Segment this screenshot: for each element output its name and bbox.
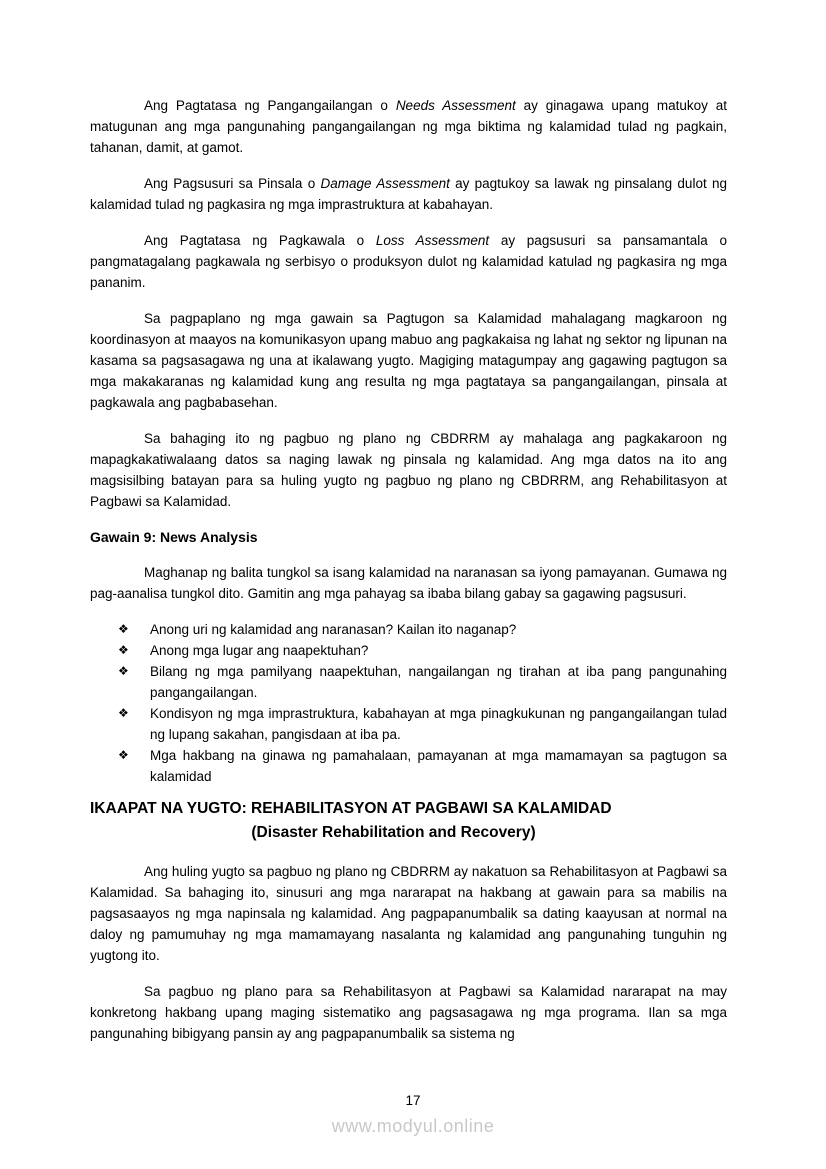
list-item-text: Anong uri ng kalamidad ang naranasan? Kailan ito naganap? <box>150 622 517 637</box>
text-segment: Ang Pagsusuri sa Pinsala o <box>144 176 321 191</box>
list-item <box>90 703 727 745</box>
list-item-text: Kondisyon ng mga imprastruktura, kabahayan at mga pinagkukunan ng pangangailangan tulad ng lupang sakahan, pangisdaan at iba pa. <box>150 706 727 742</box>
italic-term: Damage Assessment <box>320 176 450 191</box>
paragraph <box>90 981 727 1044</box>
diamond-bullet-icon: ❖ <box>118 664 129 678</box>
section-heading-line1: IKAAPAT NA YUGTO: REHABILITASYON AT PAGBAWI SA KALAMIDAD <box>90 800 612 817</box>
bullet-list <box>90 619 727 787</box>
text-segment: Ang huling yugto sa pagbuo ng plano ng CBDRRM ay nakatuon sa Rehabilitasyon at Pagbawi sa Kalamidad. Sa bahaging ito, sinusuri ang mga nararapat na hakbang at gawain para sa mabilis na pagsasaayos ng mga napinsala ng kalamidad. Ang pagpapanumbalik sa dating kaayusan at normal na daloy ng pamumuhay ng mga mamamayang nasalanta ng kalamidad ang pangunahing tunguhin ng yugtong ito. <box>90 864 727 963</box>
text-segment: Ang Pagtatasa ng Pangangailangan o <box>144 98 396 113</box>
page-number: 17 <box>405 1093 421 1108</box>
section-heading <box>90 797 727 845</box>
paragraph <box>90 428 727 512</box>
paragraph <box>90 308 727 413</box>
text-segment: Sa pagbuo ng plano para sa Rehabilitasyon at Pagbawi sa Kalamidad nararapat na may konkretong hakbang upang maging sistematiko ang pagsasagawa ng mga programa. Ilan sa mga pangunahing bibigyang pansin ay ang pagpapanumbalik sa sistema ng <box>90 984 727 1041</box>
text-segment: Sa bahaging ito ng pagbuo ng plano ng CBDRRM ay mahalaga ang pagkakaroon ng mapagkakatiwalaang datos sa naging lawak ng pinsala ng kalamidad. Ang mga datos na ito ang magsisilbing batayan para sa huling yugto ng pagbuo ng plano ng CBDRRM, ang Rehabilitasyon at Pagbawi sa Kalamidad. <box>90 431 727 509</box>
paragraph <box>90 230 727 293</box>
text-segment: ay pagtukoy sa lawak ng pinsalang dulot ng kalamidad tulad ng pagkasira ng mga imprastruktura at kabahayan. <box>90 176 727 212</box>
list-item <box>90 661 727 703</box>
paragraph <box>90 173 727 215</box>
activity-heading: Gawain 9: News Analysis <box>90 529 258 545</box>
text-segment: ay ginagawa upang matukoy at matugunan ang mga pangunahing pangangailangan ng mga biktima ng kalamidad tulad ng pagkain, tahanan, damit, at gamot. <box>90 98 727 155</box>
list-item <box>90 619 727 640</box>
paragraph <box>90 95 727 158</box>
text-segment: Sa pagpaplano ng mga gawain sa Pagtugon sa Kalamidad mahalagang magkaroon ng koordinasyon at maayos na komunikasyon upang mabuo ang pagkakaisa ng lahat ng sektor ng lipunan na kasama sa pagsasagawa ng una at ikalawang yugto. Magiging matagumpay ang gagawing pagtugon sa mga makakaranas ng kalamidad kung ang resulta ng mga pagtataya sa pangangailangan, pinsala at pagkawala ang pagbabasehan. <box>90 311 727 410</box>
section-heading-line2: (Disaster Rehabilitation and Recovery) <box>251 824 536 841</box>
text-segment: Ang Pagtatasa ng Pagkawala o <box>144 233 376 248</box>
list-item-text: Bilang ng mga pamilyang naapektuhan, nangailangan ng tirahan at iba pang pangunahing pangangailangan. <box>150 664 727 700</box>
paragraph <box>90 861 727 966</box>
text-segment: Maghanap ng balita tungkol sa isang kalamidad na naranasan sa iyong pamayanan. Gumawa ng pag-aanalisa tungkol dito. Gamitin ang mga pahayag sa ibaba bilang gabay sa gagawing pagsusuri. <box>90 565 727 601</box>
text-segment: ay pagsusuri sa pansamantala o pangmatagalang pagkawala ng serbisyo o produksyon dulot ng kalamidad katulad ng pagkasira ng mga pananim. <box>90 233 728 290</box>
watermark: www.modyul.online <box>331 1116 495 1136</box>
italic-term: Loss Assessment <box>375 233 490 248</box>
diamond-bullet-icon: ❖ <box>118 748 129 762</box>
list-item <box>90 745 727 787</box>
diamond-bullet-icon: ❖ <box>118 622 129 636</box>
document-body <box>90 95 727 1044</box>
list-item-text: Mga hakbang na ginawa ng pamahalaan, pamayanan at mga mamamayan sa pagtugon sa kalamidad <box>150 748 727 784</box>
italic-term: Needs Assessment <box>395 98 516 113</box>
paragraph <box>90 562 727 604</box>
diamond-bullet-icon: ❖ <box>118 643 129 657</box>
list-item-text: Anong mga lugar ang naapektuhan? <box>150 643 369 658</box>
diamond-bullet-icon: ❖ <box>118 706 129 720</box>
list-item <box>90 640 727 661</box>
